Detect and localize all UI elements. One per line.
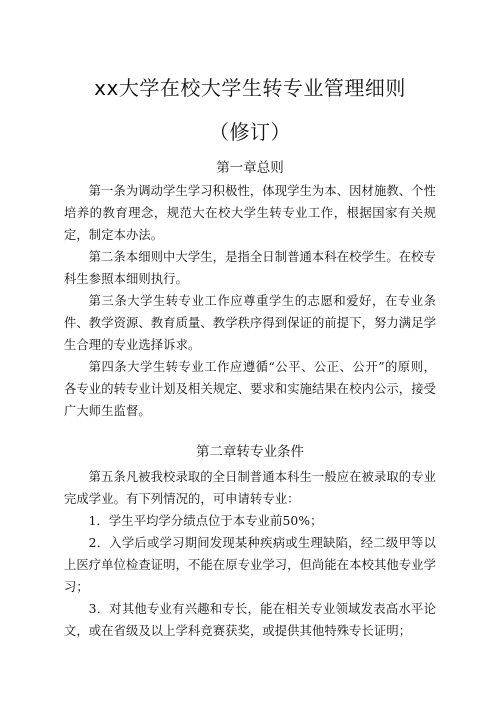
article-5-item-3: 3．对其他专业有兴趣和专长，能在相关专业领域发表高水平论文，或在省级及以上学科竞赛获奖，或提供其他特殊专长证明； [64,602,436,638]
chapter-2-heading: 第二章转专业条件 [196,444,304,460]
chapter-1-heading: 第一章总则 [216,160,284,176]
article-5-item-1: 1．学生平均学分绩点位于本专业前50%； [88,514,323,528]
article-5-item-2: 2．入学后或学习期间发现某种疾病或生理缺陷，经二级甲等以上医疗单位检查证明，不能在原专业学习，但尚能在本校其他专业学习； [64,536,436,594]
article-4: 第四条大学生转专业工作应遵循“公平、公正、公开”的原则，各专业的转专业计划及相关规定、要求和实施结果在校内公示，接受广大师生监督。 [64,360,436,418]
article-2: 第二条本细则中大学生，是指全日制普通本科在校学生。在校专科生参照本细则执行。 [64,250,436,286]
document-title: xx大学在校大学生转专业管理细则 [94,76,406,100]
document-subtitle: （修订） [209,120,291,144]
article-3: 第三条大学生转专业工作应尊重学生的志愿和爱好，在专业条件、教学资源、教育质量、教学秩序得到保证的前提下，努力满足学生合理的专业选择诉求。 [64,294,436,352]
article-1: 第一条为调动学生学习积极性，体现学生为本、因材施教、个性培养的教育理念，规范大在校大学生转专业工作，根据国家有关规定，制定本办法。 [64,184,436,242]
article-5: 第五条凡被我校录取的全日制普通本科生一般应在被录取的专业完成学业。有下列情况的，可申请转专业： [64,470,436,506]
